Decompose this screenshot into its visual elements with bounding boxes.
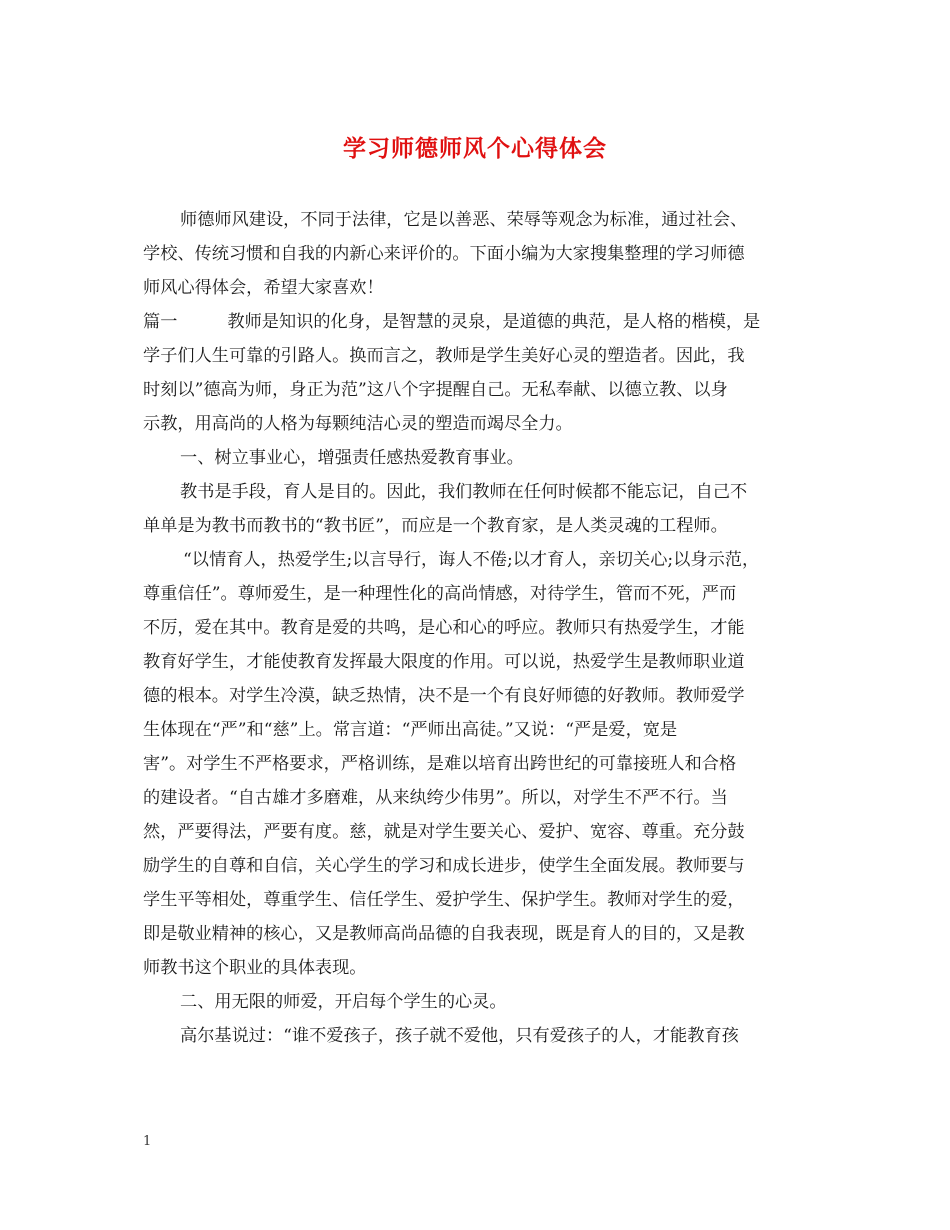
- text-line: 学校、传统习惯和自我的内新心来评价的。下面小编为大家搜集整理的学习师德: [143, 244, 745, 264]
- text-line: 不厉，爱在其中。教育是爱的共鸣，是心和心的呼应。教师只有热爱学生，才能: [143, 618, 745, 638]
- text-line: 师德师风建设，不同于法律，它是以善恶、荣辱等观念为标准，通过社会、: [180, 210, 748, 230]
- text-line: 学子们人生可靠的引路人。换而言之，教师是学生美好心灵的塑造者。因此，我: [143, 346, 745, 366]
- section-label: 篇一: [143, 312, 178, 332]
- document-body: [143, 203, 815, 1053]
- text-line: 然，严要得法，严要有度。慈，就是对学生要关心、爱护、宽容、尊重。充分鼓: [143, 822, 745, 842]
- document-title: 学习师德师风个心得体会: [343, 135, 607, 162]
- text-line: 时刻以”德高为师，身正为范”这八个字提醒自己。无私奉献、以德立教、以身: [143, 380, 728, 400]
- text-line: 励学生的自尊和自信，关心学生的学习和成长进步，使学生全面发展。教师要与: [143, 856, 745, 876]
- text-line: 学生平等相处，尊重学生、信任学生、爱护学生、保护学生。教师对学生的爱，: [143, 890, 745, 910]
- text-line: 高尔基说过：“谁不爱孩子，孩子就不爱他，只有爱孩子的人，才能教育孩: [180, 1026, 739, 1046]
- text-line: 害”。对学生不严格要求，严格训练，是难以培育出跨世纪的可靠接班人和合格: [143, 754, 737, 774]
- text-line: 的建设者。“自古雄才多磨难，从来纨绔少伟男”。所以，对学生不严不行。当: [143, 788, 728, 808]
- text-line: 示教，用高尚的人格为每颗纯洁心灵的塑造而竭尽全力。: [143, 414, 573, 434]
- heading-line: 二、用无限的师爱，开启每个学生的心灵。: [180, 992, 507, 1012]
- text-line: 单单是为教书而教书的“教书匠”，而应是一个教育家，是人类灵魂的工程师。: [143, 516, 728, 536]
- text-line: 生体现在“严”和“慈”上。常言道：“严师出高徒。”又说：“严是爱，宽是: [143, 720, 678, 740]
- text-line-content: 教师是知识的化身，是智慧的灵泉，是道德的典范，是人格的楷模，是: [227, 312, 761, 332]
- heading-line: 一、树立事业心，增强责任感热爱教育事业。: [180, 448, 524, 468]
- text-line: 尊重信任”。尊师爱生，是一种理性化的高尚情感，对待学生，管而不死，严而: [143, 584, 737, 604]
- text-line: “以情育人，热爱学生;以言导行，诲人不倦;以才育人，亲切关心;以身示范，: [183, 550, 760, 570]
- text-line: 师风心得体会，希望大家喜欢！: [143, 278, 384, 298]
- text-line: 即是敬业精神的核心，又是教师高尚品德的自我表现，既是育人的目的，又是教: [143, 924, 745, 944]
- text-line: 德的根本。对学生冷漠，缺乏热情，决不是一个有良好师德的好教师。教师爱学: [143, 686, 745, 706]
- page-number: 1: [143, 1134, 152, 1149]
- text-line: 教书是手段，育人是目的。因此，我们教师在任何时候都不能忘记，自己不: [180, 482, 748, 502]
- text-line: 师教书这个职业的具体表现。: [143, 958, 367, 978]
- text-line: 教育好学生，才能使教育发挥最大限度的作用。可以说，热爱学生是教师职业道: [143, 652, 745, 672]
- text-line-section-start: [143, 305, 815, 339]
